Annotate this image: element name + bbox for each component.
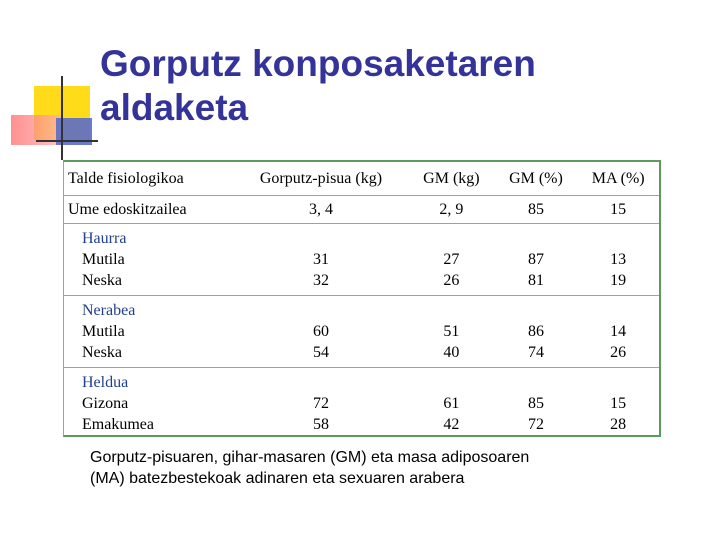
slide-title <box>100 42 700 130</box>
value: 31 <box>312 250 329 268</box>
value: 60 <box>312 322 329 340</box>
group-label-cell <box>64 367 234 439</box>
table-row <box>64 223 659 295</box>
value: 32 <box>312 271 329 289</box>
cell-weight <box>234 223 408 295</box>
cell-gm-pct <box>495 223 578 295</box>
value: 86 <box>527 322 544 340</box>
value: 61 <box>443 394 460 412</box>
value: 81 <box>527 271 544 289</box>
body-composition-table-frame <box>63 160 661 437</box>
header-weight: Gorputz-pisua (kg) <box>234 162 408 195</box>
table-caption <box>90 447 680 489</box>
cell-weight <box>234 367 408 439</box>
subgroup-label: Neska <box>82 271 122 289</box>
cell-gm-pct: 85 <box>495 195 578 223</box>
value: 19 <box>610 271 627 289</box>
cell-ma-pct <box>577 295 659 367</box>
value: 27 <box>443 250 460 268</box>
cell-gm-kg: 2, 9 <box>408 195 494 223</box>
cell-gm-kg <box>408 367 494 439</box>
subgroup-label: Gizona <box>82 394 129 412</box>
value: 26 <box>610 343 627 361</box>
value: 72 <box>527 415 544 433</box>
subgroup-label: Mutila <box>82 250 125 268</box>
header-gm-kg: GM (kg) <box>408 162 494 195</box>
value: 14 <box>610 322 627 340</box>
row-label: Ume edoskitzailea <box>64 195 234 223</box>
header-group: Talde fisiologikoa <box>64 162 234 195</box>
cell-ma-pct <box>577 367 659 439</box>
body-composition-table <box>64 162 659 439</box>
cell-weight <box>234 295 408 367</box>
group-name: Heldua <box>82 373 129 391</box>
caption-line2: (MA) batezbestekoak adinaren eta sexuaren arabera <box>90 470 465 487</box>
group-name: Nerabea <box>82 301 136 319</box>
group-label-cell <box>64 295 234 367</box>
header-ma-pct: MA (%) <box>577 162 659 195</box>
subgroup-label: Neska <box>82 343 122 361</box>
cell-gm-kg <box>408 223 494 295</box>
value: 15 <box>610 394 627 412</box>
cell-gm-kg <box>408 295 494 367</box>
group-label-cell <box>64 223 234 295</box>
decor-horizontal-line <box>36 140 98 142</box>
table-row <box>64 367 659 439</box>
value: 40 <box>443 343 460 361</box>
table-row <box>64 295 659 367</box>
value: 51 <box>443 322 460 340</box>
cell-ma-pct <box>577 223 659 295</box>
header-gm-pct: GM (%) <box>495 162 578 195</box>
value: 54 <box>312 343 329 361</box>
subgroup-label: Mutila <box>82 322 125 340</box>
value: 58 <box>312 415 329 433</box>
caption-line1: Gorputz-pisuaren, gihar-masaren (GM) eta masa adiposoaren <box>90 449 530 466</box>
value: 74 <box>527 343 544 361</box>
value: 85 <box>527 394 544 412</box>
subgroup-label: Emakumea <box>82 415 154 433</box>
table-header-row <box>64 162 659 195</box>
cell-gm-pct <box>495 295 578 367</box>
value: 28 <box>610 415 627 433</box>
value: 26 <box>443 271 460 289</box>
decor-vertical-line <box>61 76 63 160</box>
value: 42 <box>443 415 460 433</box>
value: 72 <box>312 394 329 412</box>
cell-gm-pct <box>495 367 578 439</box>
cell-ma-pct: 15 <box>577 195 659 223</box>
table-row <box>64 195 659 223</box>
slide-title-line1: Gorputz konposaketaren <box>100 43 536 84</box>
value: 87 <box>527 250 544 268</box>
value: 13 <box>610 250 627 268</box>
cell-weight: 3, 4 <box>234 195 408 223</box>
slide-title-line2: aldaketa <box>100 87 249 128</box>
group-name: Haurra <box>82 229 127 247</box>
